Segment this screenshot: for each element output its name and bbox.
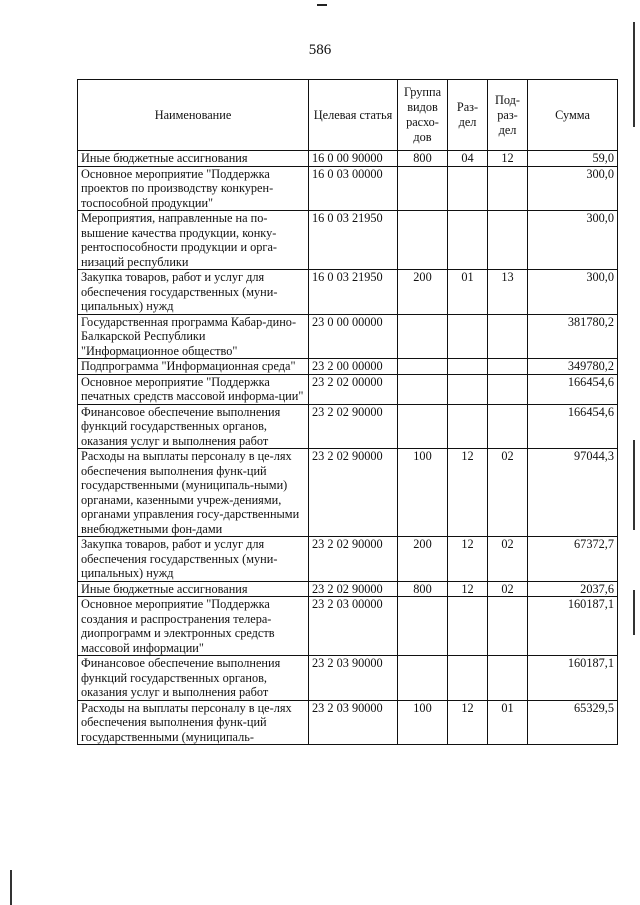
- cell-subsection: 02: [488, 581, 528, 597]
- cell-section: 12: [448, 700, 488, 745]
- cell-name: Иные бюджетные ассигнования: [78, 581, 309, 597]
- cell-name: Основное мероприятие "Поддержка печатных средств массовой информа-ции": [78, 374, 309, 404]
- table-row: [78, 166, 618, 211]
- cell-subsection: 02: [488, 449, 528, 537]
- page-edge-line: [10, 870, 12, 905]
- cell-target: 16 0 03 21950: [309, 211, 398, 270]
- cell-name: Иные бюджетные ассигнования: [78, 151, 309, 167]
- cell-name: Расходы на выплаты персоналу в це-лях обеспечения выполнения функ-ций государственными (муниципаль-: [78, 700, 309, 745]
- cell-target: 23 2 02 90000: [309, 449, 398, 537]
- cell-group: 800: [398, 151, 448, 167]
- cell-sum: 67372,7: [528, 537, 618, 582]
- page-edge-line: [633, 590, 635, 635]
- cell-group: [398, 404, 448, 449]
- cell-name: Финансовое обеспечение выполнения функций государственных органов, оказания услуг и выполнения работ: [78, 404, 309, 449]
- cell-sum: 166454,6: [528, 374, 618, 404]
- cell-sum: 349780,2: [528, 359, 618, 375]
- cell-name: Государственная программа Кабар-дино-Балкарской Республики "Информационное общество": [78, 314, 309, 359]
- table-row: [78, 581, 618, 597]
- cell-sum: 160187,1: [528, 656, 618, 701]
- cell-sum: 381780,2: [528, 314, 618, 359]
- cell-target: 23 2 02 90000: [309, 537, 398, 582]
- cell-section: 12: [448, 537, 488, 582]
- cell-subsection: [488, 166, 528, 211]
- cell-name: Финансовое обеспечение выполнения функций государственных органов, оказания услуг и выполнения работ: [78, 656, 309, 701]
- cell-target: 23 2 02 00000: [309, 374, 398, 404]
- cell-section: [448, 166, 488, 211]
- table-row: [78, 374, 618, 404]
- table-row: [78, 656, 618, 701]
- cell-group: 100: [398, 449, 448, 537]
- cell-sum: 300,0: [528, 166, 618, 211]
- cell-section: [448, 211, 488, 270]
- cell-group: [398, 597, 448, 656]
- header-group: Группа видов расхо-дов: [398, 80, 448, 151]
- cell-subsection: 12: [488, 151, 528, 167]
- cell-group: [398, 359, 448, 375]
- page-edge-line: [633, 440, 635, 530]
- cell-section: [448, 359, 488, 375]
- cell-subsection: [488, 656, 528, 701]
- table-row: [78, 314, 618, 359]
- cell-group: 100: [398, 700, 448, 745]
- cell-name: Мероприятия, направленные на по-вышение качества продукции, конку-рентоспособности продукции и орга-низаций республики: [78, 211, 309, 270]
- cell-subsection: 13: [488, 270, 528, 315]
- cell-section: 12: [448, 449, 488, 537]
- cell-sum: 300,0: [528, 270, 618, 315]
- cell-section: [448, 597, 488, 656]
- cell-subsection: 01: [488, 700, 528, 745]
- table-row: [78, 700, 618, 745]
- table-row: [78, 404, 618, 449]
- cell-section: [448, 314, 488, 359]
- cell-section: 12: [448, 581, 488, 597]
- table-header-row: [78, 80, 618, 151]
- cell-group: [398, 314, 448, 359]
- cell-group: 800: [398, 581, 448, 597]
- cell-group: [398, 374, 448, 404]
- cell-subsection: [488, 211, 528, 270]
- table-row: [78, 151, 618, 167]
- cell-sum: 300,0: [528, 211, 618, 270]
- cell-group: 200: [398, 537, 448, 582]
- cell-section: [448, 374, 488, 404]
- cell-target: 23 2 02 90000: [309, 581, 398, 597]
- budget-table: [77, 79, 618, 745]
- cell-target: 23 2 03 90000: [309, 700, 398, 745]
- cell-name: Закупка товаров, работ и услуг для обеспечения государственных (муни-ципальных) нужд: [78, 537, 309, 582]
- cell-sum: 166454,6: [528, 404, 618, 449]
- cell-name: Подпрограмма "Информационная среда": [78, 359, 309, 375]
- table-row: [78, 537, 618, 582]
- cell-group: [398, 656, 448, 701]
- cell-group: [398, 211, 448, 270]
- cell-section: [448, 404, 488, 449]
- cell-group: 200: [398, 270, 448, 315]
- header-name: Наименование: [78, 80, 309, 151]
- cell-sum: 2037,6: [528, 581, 618, 597]
- cell-section: [448, 656, 488, 701]
- cell-group: [398, 166, 448, 211]
- cell-section: 01: [448, 270, 488, 315]
- cell-target: 23 2 02 90000: [309, 404, 398, 449]
- cell-section: 04: [448, 151, 488, 167]
- cell-target: 16 0 03 00000: [309, 166, 398, 211]
- cell-target: 16 0 00 90000: [309, 151, 398, 167]
- header-section: Раз-дел: [448, 80, 488, 151]
- cell-name: Основное мероприятие "Поддержка создания и распространения телера-диопрограмм и электронных средств массовой информации": [78, 597, 309, 656]
- cell-target: 23 2 00 00000: [309, 359, 398, 375]
- page-number: 586: [308, 42, 332, 58]
- header-sum: Сумма: [528, 80, 618, 151]
- cell-sum: 59,0: [528, 151, 618, 167]
- cell-subsection: [488, 597, 528, 656]
- cell-name: Основное мероприятие "Поддержка проектов по производству конкурен-тоспособной продукции": [78, 166, 309, 211]
- cell-target: 23 0 00 00000: [309, 314, 398, 359]
- table-row: [78, 270, 618, 315]
- cell-sum: 97044,3: [528, 449, 618, 537]
- cell-subsection: 02: [488, 537, 528, 582]
- cell-sum: 65329,5: [528, 700, 618, 745]
- cell-target: 23 2 03 00000: [309, 597, 398, 656]
- cell-name: Расходы на выплаты персоналу в це-лях обеспечения выполнения функ-ций государственными (муниципаль-ными) органами, казенными учреж-дениями, органами управления госу-дарственными внебюджетными фон-дами: [78, 449, 309, 537]
- table-row: [78, 211, 618, 270]
- cell-sum: 160187,1: [528, 597, 618, 656]
- cell-subsection: [488, 374, 528, 404]
- cell-subsection: [488, 359, 528, 375]
- top-mark: [317, 4, 327, 6]
- table-row: [78, 597, 618, 656]
- cell-target: 23 2 03 90000: [309, 656, 398, 701]
- cell-target: 16 0 03 21950: [309, 270, 398, 315]
- cell-subsection: [488, 314, 528, 359]
- header-target: Целевая статья: [309, 80, 398, 151]
- cell-name: Закупка товаров, работ и услуг для обеспечения государственных (муни-ципальных) нужд: [78, 270, 309, 315]
- table-row: [78, 449, 618, 537]
- table-row: [78, 359, 618, 375]
- header-subsection: Под-раз-дел: [488, 80, 528, 151]
- cell-subsection: [488, 404, 528, 449]
- page-edge-line: [633, 22, 635, 127]
